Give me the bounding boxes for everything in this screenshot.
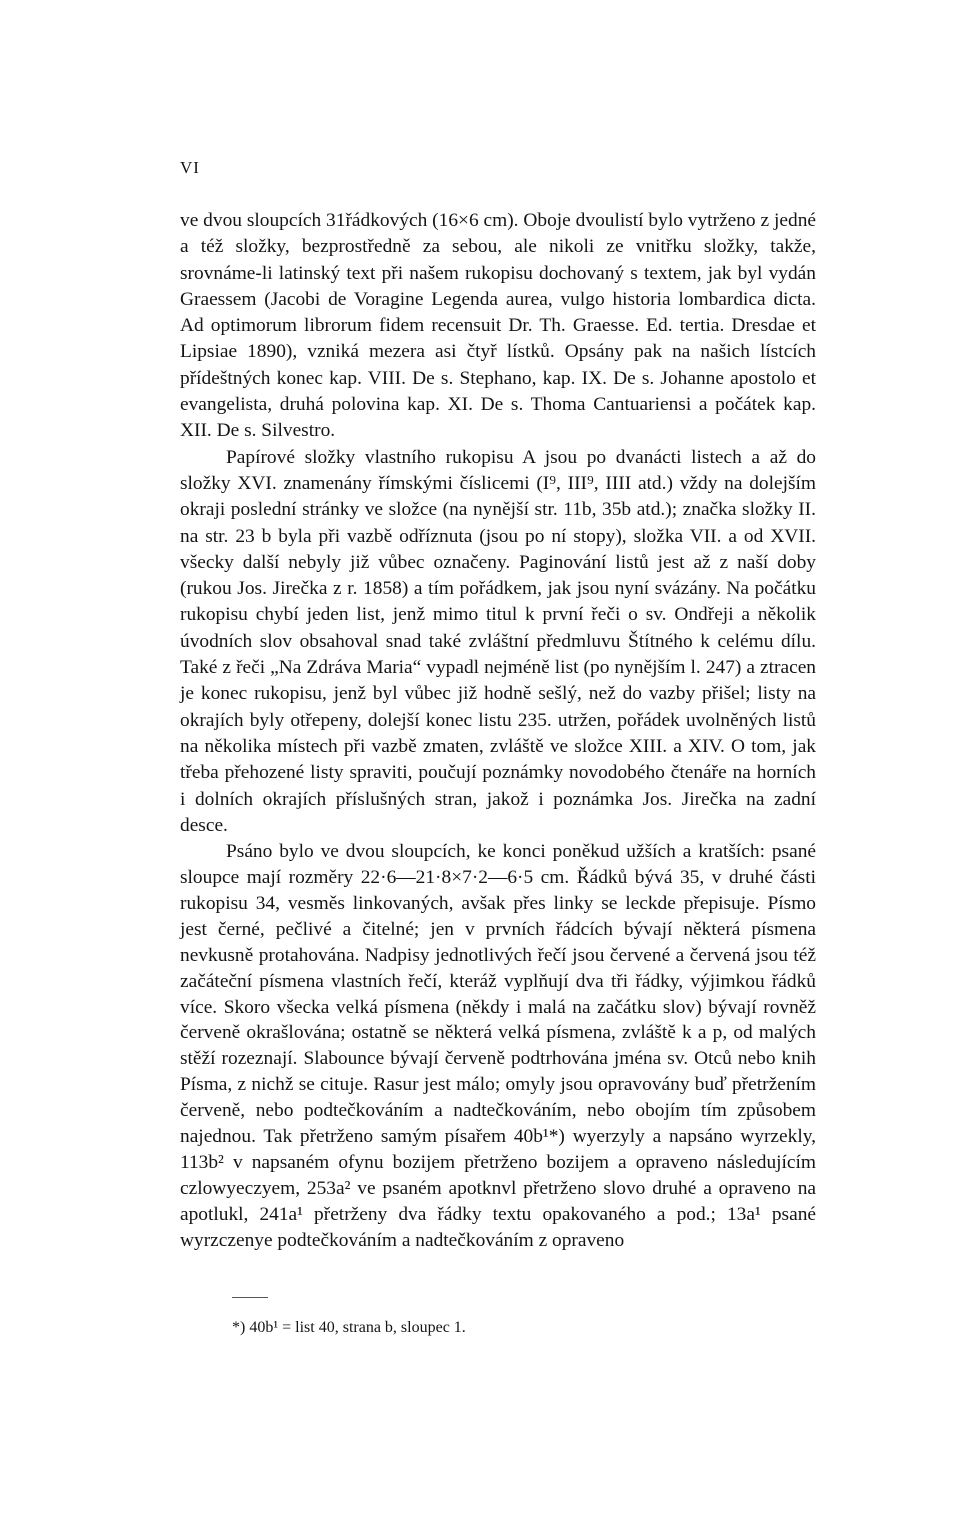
page-number: VI: [180, 158, 200, 177]
footnote-divider: [232, 1297, 268, 1298]
body-text: [180, 208, 816, 1254]
footnote: *) 40b¹ = list 40, strana b, sloupec 1.: [232, 1319, 466, 1336]
paragraph-1: ve dvou sloupcích 31řádkových (16×6 cm). Oboje dvoulistí bylo vytrženo z jedné a též složky, bezprostředně za sebou, ale nikoli ze vnitřku složky, takže, srovnáme-li latinský text při našem rukopisu dochovaný s textem, jak byl vydán Graessem (Jacobi de Voragine Legenda aurea, vulgo historia lombardica dicta. Ad optimorum librorum fidem recensuit Dr. Th. Graesse. Ed. tertia. Dresdae et Lipsiae 1890), vzniká mezera asi čtyř lístků. Opsány pak na našich lístcích přídeštných konec kap. VIII. De s. Stephano, kap. IX. De s. Johanne apostolo et evangelista, druhá polovina kap. XI. De s. Thoma Cantuariensi a počátek kap. XII. De s. Silvestro.: [180, 210, 816, 442]
paragraph-2: Papírové složky vlastního rukopisu A jsou po dvanácti listech a až do složky XVI. znamenány římskými číslicemi (I⁹, III⁹, IIII atd.) vždy na dolejším okraji poslední stránky ve složce (na nynější str. 11b, 35b atd.); značka složky II. na str. 23 b byla při vazbě odříznuta (jsou po ní stopy), složka VII. a od XVII. všecky další nebyly již vůbec označeny. Paginování listů jest až z naší doby (rukou Jos. Jirečka z r. 1858) a tím pořádkem, jak jsou nyní svázány. Na počátku rukopisu chybí jeden list, jenž mimo titul k první řeči o sv. Ondřeji a několik úvodních slov obsahoval snad také zvláštní předmluvu Štítného k celému dílu. Také z řeči „Na Zdráva Maria“ vypadl nejméně list (po nynějším l. 247) a ztracen je konec rukopisu, jenž byl vůbec již hodně sešlý, než do vazby přišel; listy na okrajích byly otřepeny, dolejší konec listu 235. utržen, pořádek uvolněných listů na několika místech při vazbě zmaten, zvláště ve složce XIII. a XIV. O tom, jak třeba přehozené listy spraviti, poučují poznámky novodobého čtenáře na horních i dolních okrajích příslušných stran, jakož i poznámka Jos. Jirečka na zadní desce.: [180, 446, 816, 836]
paragraph-3: Psáno bylo ve dvou sloupcích, ke konci poněkud užších a kratších: psané sloupce mají rozměry 22·6—21·8×7·2—6·5 cm. Řádků bývá 35, v druhé části rukopisu 34, vesměs linkovaných, avšak přes linky se leckde přepisuje. Písmo jest černé, pečlivé a čitelné; jen v prvních řádcích bývají některá písmena nevkusně protahována. Nadpisy jednotlivých řečí jsou červené a červená jsou též začáteční písmena vlastních řečí, kteráž vyplňují dva tři řádky, výjimkou řádků více. Skoro všecka velká písmena (někdy i malá na začátku slov) bývají rovněž červeně okrašlována; ostatně se některá velká písmena, zvláště k a p, od malých stěží rozeznají. Slabounce bývají červeně podtrhována jména sv. Otců nebo knih Písma, z nichž se cituje. Rasur jest málo; omyly jsou opravovány buď přetržením červeně, nebo podtečkováním a nadtečkováním, nebo obojím tím způsobem najednou. Tak přetrženo samým písařem 40b¹*) wyerzyly a napsáno wyrzekly, 113b² v napsaném ofynu bozijem přetrženo bozijem a opraveno následujícím czlowyeczyem, 253a² ve psaném apotknvl přetrženo slovo druhé a opraveno na apotlukl, 241a¹ přetrženy dva řádky textu opakovaného a pod.; 13a¹ psané wyrzczenye podtečkováním a nadtečkováním z opraveno: [180, 841, 816, 1251]
